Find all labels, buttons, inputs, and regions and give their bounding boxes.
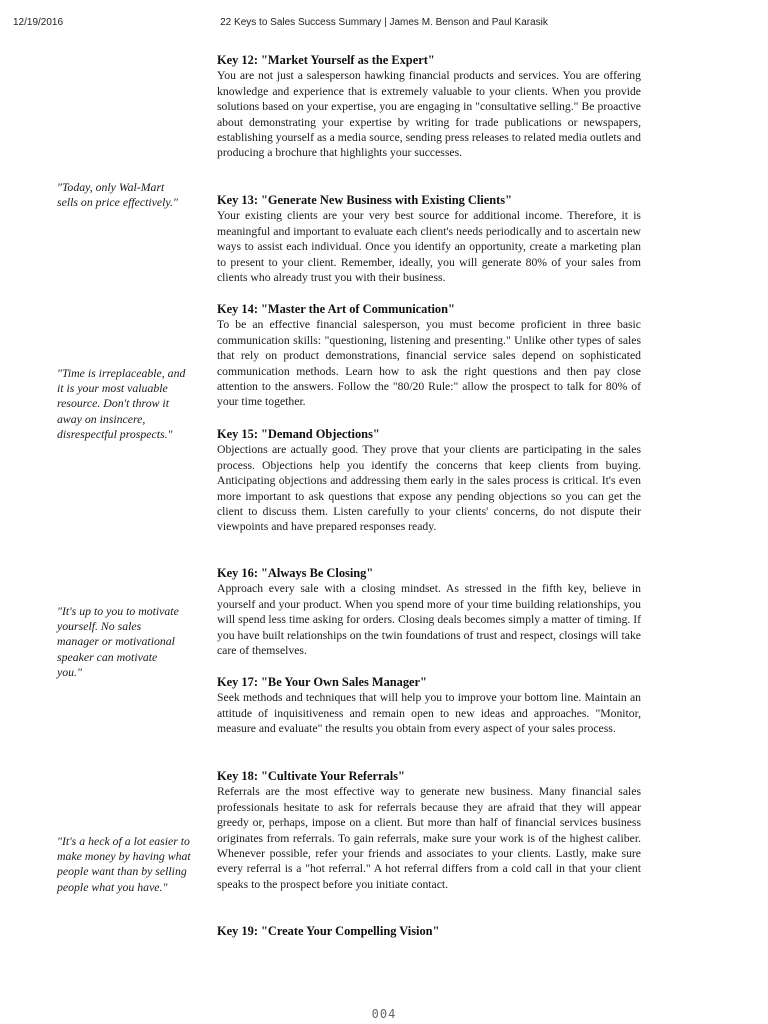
key-15-body: Objections are actually good. They prove that your clients are participating in the sales process. Objections help you identify the concerns that keep clients from buying. Anticipating objections and addressing them early in the sales process is critical. It's even more important to ask questions that expose any pending objections so you can get the client to discuss them. Listen carefully to your clients' concerns, do not dispute their viewpoints and have prepared responses ready. [217, 443, 641, 534]
key-16-section [217, 566, 641, 658]
key-17-section [217, 675, 641, 737]
key-15-section [217, 427, 641, 535]
key-14-body: To be an effective financial salesperson, you must become proficient in three basic communication skills: "questioning, listening and presenting." Unlike other types of sales that rely on product demonstrations, financial service sales depend on sophisticated communication methods. Learn how to ask the right questions and then pay close attention to the answers. Follow the "80/20 Rule:" allow the prospect to talk for 80% of your time together. [217, 318, 641, 409]
key-12-body: You are not just a salesperson hawking financial products and services. You are offering knowledge and experience that is extremely valuable to your clients. When you provide solutions based on your expertise, you are engaging in "consultative selling." Be proactive about demonstrating your expertise by writing for trade publications or newspapers, establishing yourself as a media source, sending press releases to related media outlets and producing a brochure that highlights your successes. [217, 69, 641, 160]
key-19-section [217, 924, 641, 939]
key-18-body: Referrals are the most effective way to generate new business. Many financial sales professionals hesitate to ask for referrals because they are afraid that they will appear greedy or, perhaps, impose on a client. But more than half of financial services business originates from referrals. To gain referrals, make sure your work is of the highest caliber. Whenever possible, refer your friends and associates to your clients. Lastly, make sure every referral is a "hot referral." A hot referral differs from a cold call in that your client speaks to the prospect before you initiate contact. [217, 785, 641, 891]
header-title: 22 Keys to Sales Success Summary | James M. Benson and Paul Karasik [220, 17, 548, 28]
key-14-heading: Key 14: "Master the Art of Communication" [217, 302, 455, 316]
key-16-body: Approach every sale with a closing mindset. As stressed in the fifth key, believe in yourself and your product. When you spend more of your time building relationships, you will spend less time asking for orders. Closing deals becomes simply a matter of timing. If you have built relationships on the twin foundations of trust and respect, closings will take care of themselves. [217, 582, 641, 658]
key-12-heading: Key 12: "Market Yourself as the Expert" [217, 53, 435, 67]
pull-quote: "It's up to you to motivate yourself. No sales manager or motivational speaker can motivate you." [57, 604, 179, 679]
page-number: 004 [371, 1007, 397, 1021]
key-14-section [217, 302, 641, 410]
key-13-section [217, 193, 641, 285]
pull-quote: "Today, only Wal-Mart sells on price effectively." [57, 180, 178, 210]
key-13-body: Your existing clients are your very best source for additional income. Therefore, it is meaningful and important to evaluate each client's needs periodically and to ascertain new ways to assist each individual. Once you identify an opportunity, create a marketing plan to present to your client. Remember, ideally, you will generate 80% of your sales from clients who already trust you with their business. [217, 209, 641, 285]
key-17-body: Seek methods and techniques that will help you to improve your bottom line. Maintain an attitude of inquisitiveness and remain open to new ideas and approaches. "Monitor, measure and evaluate" the results you obtain from every aspect of your sales process. [217, 691, 641, 736]
pull-quote: "It's a heck of a lot easier to make money by having what people want than by selling people what you have." [57, 834, 191, 894]
key-18-section [217, 769, 641, 892]
pull-quote: "Time is irreplaceable, and it is your most valuable resource. Don't throw it away on insincere, disrespectful prospects." [57, 366, 186, 441]
header-date: 12/19/2016 [13, 17, 64, 28]
key-17-heading: Key 17: "Be Your Own Sales Manager" [217, 675, 427, 689]
key-12-section [217, 53, 641, 161]
key-15-heading: Key 15: "Demand Objections" [217, 427, 380, 441]
key-16-heading: Key 16: "Always Be Closing" [217, 566, 374, 580]
key-19-heading: Key 19: "Create Your Compelling Vision" [217, 924, 440, 938]
key-18-heading: Key 18: "Cultivate Your Referrals" [217, 769, 405, 783]
key-13-heading: Key 13: "Generate New Business with Existing Clients" [217, 193, 512, 207]
